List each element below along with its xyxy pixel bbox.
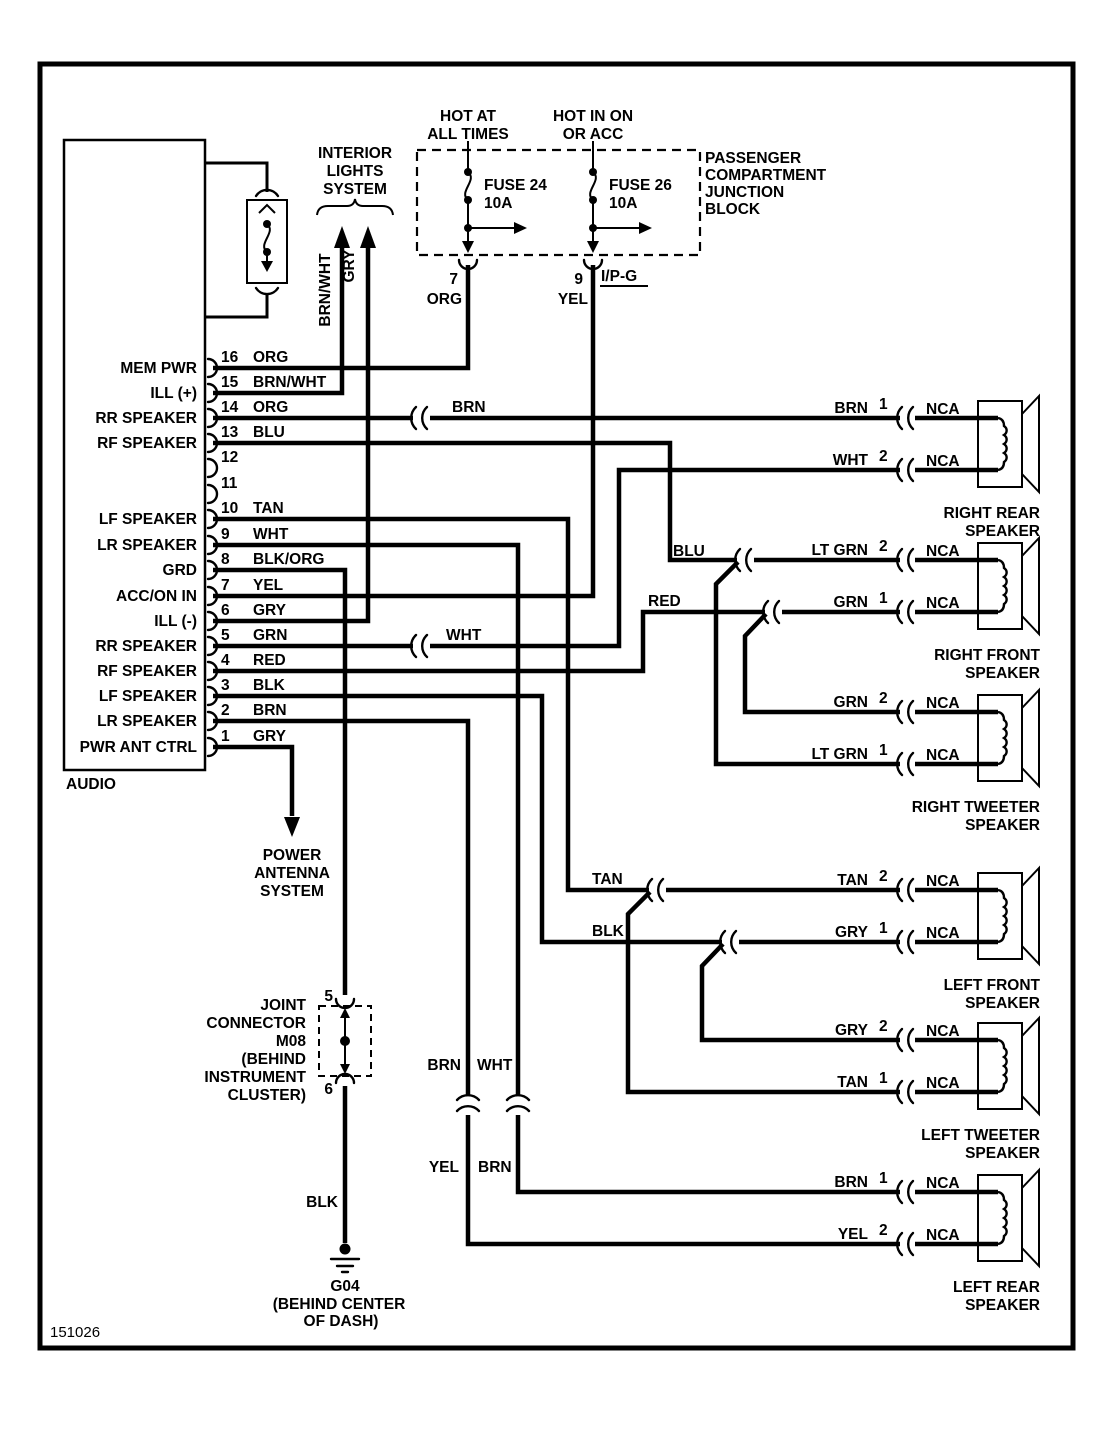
power-antenna-system bbox=[254, 817, 330, 900]
inline-connector-icon bbox=[720, 931, 736, 953]
arrow-up-icon bbox=[334, 226, 350, 248]
connector-name: I/P-G bbox=[601, 268, 638, 285]
wire-color-label: BLU bbox=[673, 543, 705, 560]
interior-lights-system bbox=[317, 145, 393, 327]
terminal-label: NCA bbox=[926, 401, 960, 418]
audio-label: AUDIO bbox=[66, 776, 116, 793]
pin-number: 14 bbox=[221, 399, 239, 416]
fuse-icon bbox=[465, 172, 471, 200]
terminal-pin: 2 bbox=[879, 538, 888, 555]
pin-function: LF SPEAKER bbox=[98, 688, 197, 705]
terminal-pin: 2 bbox=[879, 1018, 888, 1035]
pin-number: 13 bbox=[221, 424, 239, 441]
wire-lf-speaker-2 bbox=[213, 519, 900, 890]
pin-wire-color: BLK bbox=[253, 677, 285, 694]
wire-color-label: ORG bbox=[426, 291, 462, 308]
terminal-label: NCA bbox=[926, 1227, 960, 1244]
ground-id: G04 bbox=[330, 1278, 360, 1295]
pin-number: 11 bbox=[221, 475, 238, 492]
fuse-name: FUSE 24 bbox=[484, 177, 547, 194]
wire-color-label: YEL bbox=[428, 1159, 459, 1176]
junction-block-name: COMPARTMENT bbox=[705, 167, 827, 184]
pin-number: 2 bbox=[221, 702, 230, 719]
terminal-label: NCA bbox=[926, 543, 960, 560]
inline-connector-icon bbox=[411, 635, 427, 657]
fuse-name: FUSE 26 bbox=[609, 177, 672, 194]
wiring bbox=[213, 247, 900, 1244]
terminal-wire-color: GRN bbox=[833, 694, 868, 711]
wire-color-label: RED bbox=[648, 593, 681, 610]
fuse-26 bbox=[553, 108, 672, 308]
terminal-wire-color: LT GRN bbox=[811, 746, 868, 763]
speaker-name: SPEAKER bbox=[965, 665, 1040, 682]
pin-function: LF SPEAKER bbox=[98, 511, 197, 528]
pin-wire-color: GRY bbox=[253, 728, 287, 745]
system-name: SYSTEM bbox=[260, 883, 324, 900]
pin-number: 4 bbox=[221, 652, 230, 669]
wire-lf-speaker-1 bbox=[213, 696, 900, 942]
ground-location: (BEHIND CENTER bbox=[272, 1296, 406, 1313]
pin-function: RF SPEAKER bbox=[97, 435, 197, 452]
pin-wire-color: ORG bbox=[253, 349, 289, 366]
inline-connector-icon bbox=[735, 549, 751, 571]
terminal-label: NCA bbox=[926, 1075, 960, 1092]
doc-number: 151026 bbox=[50, 1324, 101, 1341]
connector-name: CLUSTER) bbox=[227, 1087, 306, 1104]
pin-wire-color: WHT bbox=[253, 526, 289, 543]
pin-number: 7 bbox=[221, 577, 230, 594]
pin-function: LR SPEAKER bbox=[97, 537, 197, 554]
arrow-right-icon bbox=[639, 222, 652, 234]
pin-function: PWR ANT CTRL bbox=[79, 739, 197, 756]
power-source-label: HOT AT bbox=[440, 108, 496, 125]
terminal-pin: 2 bbox=[879, 690, 888, 707]
pin-function: MEM PWR bbox=[120, 360, 197, 377]
wire-color-label: BLK bbox=[306, 1194, 338, 1211]
terminal-pin: 1 bbox=[879, 920, 888, 937]
ground-dot bbox=[340, 1244, 351, 1255]
system-name: POWER bbox=[262, 847, 322, 864]
pin-number: 10 bbox=[221, 500, 239, 517]
fuse-rating: 10A bbox=[609, 195, 638, 212]
inline-connector-icon bbox=[647, 879, 663, 901]
terminal-pin: 2 bbox=[879, 448, 888, 465]
terminal-pin: 1 bbox=[879, 590, 888, 607]
terminal-pin: 1 bbox=[879, 742, 888, 759]
terminal-wire-color: LT GRN bbox=[811, 542, 868, 559]
fuse-icon bbox=[590, 172, 596, 200]
terminal-wire-color: GRY bbox=[834, 924, 868, 941]
pin-number: 6 bbox=[221, 602, 230, 619]
speaker-name: LEFT REAR bbox=[953, 1279, 1040, 1296]
power-source-label: HOT IN ON bbox=[552, 108, 634, 125]
wire-lt-speaker-2 bbox=[702, 944, 900, 1040]
pin-number: 5 bbox=[221, 627, 230, 644]
connector-icon bbox=[256, 190, 278, 196]
wire-rt-speaker-2 bbox=[745, 614, 900, 712]
pin-wire-color: RED bbox=[253, 652, 286, 669]
terminal-wire-color: WHT bbox=[832, 452, 868, 469]
terminal-pin: 1 bbox=[879, 396, 888, 413]
connector-pin-number: 5 bbox=[324, 988, 333, 1005]
pin-function: RF SPEAKER bbox=[97, 663, 197, 680]
junction-block-name: BLOCK bbox=[705, 201, 761, 218]
terminal-pin: 2 bbox=[879, 868, 888, 885]
terminal-wire-color: TAN bbox=[837, 1074, 868, 1091]
pin-number: 15 bbox=[221, 374, 239, 391]
wire-color-label: TAN bbox=[592, 871, 623, 888]
terminal-label: NCA bbox=[926, 925, 960, 942]
speaker-name: SPEAKER bbox=[965, 1145, 1040, 1162]
pin-wire-color: BRN/WHT bbox=[253, 374, 327, 391]
pin-function: ILL (+) bbox=[150, 385, 197, 402]
pin-wire-color: BRN bbox=[253, 702, 287, 719]
pin-number: 9 bbox=[221, 526, 230, 543]
audio-internal-breaker bbox=[205, 163, 287, 317]
arrow-up-icon bbox=[360, 226, 376, 248]
connector-name: CONNECTOR bbox=[206, 1015, 306, 1032]
pin-function: RR SPEAKER bbox=[95, 638, 197, 655]
arrow-right-icon bbox=[514, 222, 527, 234]
wire-rf-speaker-2 bbox=[213, 443, 900, 560]
pin-wire-color: BLU bbox=[253, 424, 285, 441]
arrow-up-icon bbox=[340, 1008, 350, 1018]
arrow-down-icon bbox=[284, 817, 300, 837]
connector-name: M08 bbox=[275, 1033, 306, 1050]
speaker-name: LEFT TWEETER bbox=[921, 1127, 1040, 1144]
wire-color-label: BLK bbox=[592, 923, 624, 940]
wire-pwr-ant bbox=[213, 747, 292, 816]
terminal-wire-color: BRN bbox=[834, 400, 868, 417]
terminal-wire-color: TAN bbox=[837, 872, 868, 889]
wire-color-label: WHT bbox=[446, 627, 482, 644]
pin-function: LR SPEAKER bbox=[97, 713, 197, 730]
system-name: LIGHTS bbox=[326, 163, 384, 180]
connector-pin-number: 6 bbox=[324, 1081, 333, 1098]
speaker-name: LEFT FRONT bbox=[943, 977, 1040, 994]
terminal-pin: 2 bbox=[879, 1222, 888, 1239]
pin-number: 12 bbox=[221, 449, 239, 466]
terminal-label: NCA bbox=[926, 1175, 960, 1192]
pin-wire-color: GRY bbox=[253, 602, 287, 619]
inline-connector-icon bbox=[411, 407, 427, 429]
connector-icon bbox=[256, 288, 278, 294]
terminal-label: NCA bbox=[926, 453, 960, 470]
connector-name: INSTRUMENT bbox=[204, 1069, 306, 1086]
connector-name: (BEHIND bbox=[241, 1051, 306, 1068]
terminal-label: NCA bbox=[926, 873, 960, 890]
pin-function: RR SPEAKER bbox=[95, 410, 197, 427]
inline-connector-icon bbox=[507, 1095, 529, 1111]
pin-function: ILL (-) bbox=[154, 613, 197, 630]
power-source-label: OR ACC bbox=[562, 126, 624, 143]
arrow-down-icon bbox=[340, 1064, 350, 1074]
connector-pin-number: 9 bbox=[574, 271, 583, 288]
inline-connector-icon bbox=[763, 601, 779, 623]
pin-number: 3 bbox=[221, 677, 230, 694]
pin-number: 1 bbox=[221, 728, 230, 745]
pin-function: GRD bbox=[162, 562, 197, 579]
wire-color-label: GRY bbox=[341, 249, 358, 283]
connector-pin-number: 7 bbox=[449, 271, 458, 288]
speaker-name: SPEAKER bbox=[965, 995, 1040, 1012]
terminal-wire-color: YEL bbox=[837, 1226, 868, 1243]
wire-color-label: YEL bbox=[557, 291, 588, 308]
terminal-wire-color: GRN bbox=[833, 594, 868, 611]
wire-color-label: BRN bbox=[452, 399, 486, 416]
ground-g04 bbox=[273, 1244, 406, 1331]
terminal-label: NCA bbox=[926, 695, 960, 712]
wire-color-label: BRN/WHT bbox=[317, 253, 334, 327]
junction-block-name: JUNCTION bbox=[705, 184, 785, 201]
power-source-label: ALL TIMES bbox=[427, 126, 509, 143]
terminal-wire-color: BRN bbox=[834, 1174, 868, 1191]
pin-number: 16 bbox=[221, 349, 239, 366]
pin-wire-color: YEL bbox=[253, 577, 284, 594]
arrow-down-icon bbox=[587, 241, 599, 253]
junction-block bbox=[417, 108, 827, 308]
pin-number: 8 bbox=[221, 551, 230, 568]
pin-wire-color: ORG bbox=[253, 399, 289, 416]
inline-connector-icon bbox=[457, 1095, 479, 1111]
pin-function: ACC/ON IN bbox=[116, 588, 197, 605]
ground-location: OF DASH) bbox=[303, 1313, 379, 1330]
fuse-24 bbox=[427, 108, 548, 308]
speaker-name: SPEAKER bbox=[965, 523, 1040, 540]
pin-wire-color: GRN bbox=[253, 627, 288, 644]
speaker-name: RIGHT REAR bbox=[943, 505, 1040, 522]
system-name: ANTENNA bbox=[254, 865, 330, 882]
speaker-name: RIGHT TWEETER bbox=[911, 799, 1040, 816]
wire-lr-speaker-2 bbox=[213, 721, 900, 1244]
speaker-name: RIGHT FRONT bbox=[934, 647, 1040, 664]
terminal-wire-color: GRY bbox=[834, 1022, 868, 1039]
terminal-pin: 1 bbox=[879, 1070, 888, 1087]
pin-wire-color: BLK/ORG bbox=[253, 551, 325, 568]
fuse-rating: 10A bbox=[484, 195, 513, 212]
arrow-down-icon bbox=[462, 241, 474, 253]
terminal-label: NCA bbox=[926, 1023, 960, 1040]
wire-color-label: BRN bbox=[478, 1159, 512, 1176]
system-name: INTERIOR bbox=[317, 145, 393, 162]
junction-block-box bbox=[417, 150, 700, 255]
wire-color-label: WHT bbox=[477, 1057, 513, 1074]
wire-lt-speaker-1 bbox=[628, 892, 900, 1092]
junction-block-name: PASSENGER bbox=[705, 150, 802, 167]
terminal-pin: 1 bbox=[879, 1170, 888, 1187]
system-name: SYSTEM bbox=[323, 181, 387, 198]
speaker-name: SPEAKER bbox=[965, 1297, 1040, 1314]
speaker-name: SPEAKER bbox=[965, 817, 1040, 834]
terminal-label: NCA bbox=[926, 595, 960, 612]
ground-icon bbox=[331, 1259, 359, 1272]
connector-name: JOINT bbox=[260, 997, 306, 1014]
terminal-label: NCA bbox=[926, 747, 960, 764]
pin-wire-color: TAN bbox=[253, 500, 284, 517]
brace-icon bbox=[317, 199, 393, 215]
junction-dot bbox=[340, 1036, 350, 1046]
wire-color-label: BRN bbox=[427, 1057, 461, 1074]
